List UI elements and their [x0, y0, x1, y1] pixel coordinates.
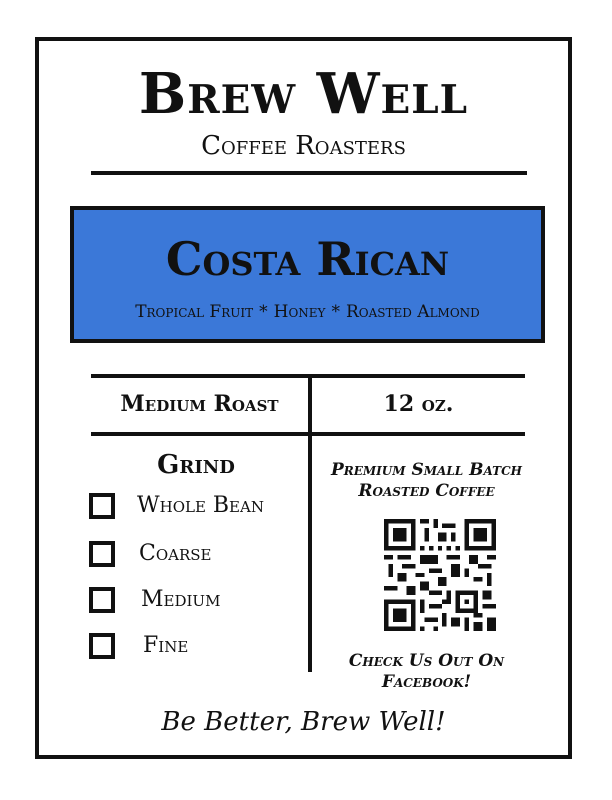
grind-option-label: Medium	[141, 587, 221, 612]
facebook-line: Facebook!	[381, 672, 472, 693]
grind-option-label: Fine	[143, 633, 189, 658]
header-divider	[91, 171, 527, 175]
promo-line: Roasted Coffee	[358, 481, 495, 502]
grind-title: Grind	[157, 450, 235, 480]
grid-vertical-divider	[308, 374, 312, 672]
tasting-note: Tropical Fruit	[135, 302, 254, 322]
note-separator: *	[259, 302, 268, 322]
checkbox[interactable]	[89, 587, 115, 613]
grind-option-coarse[interactable]	[89, 541, 299, 575]
grind-option-label: Coarse	[139, 541, 212, 566]
facebook-line: Check Us Out On	[348, 651, 505, 671]
coffee-banner	[70, 206, 545, 343]
note-separator: *	[331, 302, 340, 322]
checkbox[interactable]	[89, 633, 115, 659]
promo-line: Premium Small Batch	[331, 460, 522, 480]
roast-level: Medium Roast	[120, 391, 279, 417]
checkbox[interactable]	[89, 493, 115, 519]
checkbox[interactable]	[89, 541, 115, 567]
grind-option-label: Whole Bean	[137, 493, 264, 518]
tasting-note: Honey	[273, 302, 326, 322]
facebook-callout	[312, 651, 541, 694]
tagline: Be Better, Brew Well!	[161, 707, 446, 737]
coffee-name: Costa Rican	[165, 232, 450, 286]
grind-option-medium[interactable]	[89, 587, 299, 621]
bag-weight: 12 oz.	[383, 391, 454, 417]
brand-name: Brew Well	[138, 61, 469, 127]
label-frame	[35, 37, 572, 759]
grind-option-whole-bean[interactable]	[89, 493, 299, 527]
brand-subtitle: Coffee Roasters	[201, 131, 406, 161]
qr-code-icon[interactable]	[384, 519, 496, 631]
promo-text	[312, 460, 541, 503]
grind-option-fine[interactable]	[89, 633, 299, 667]
tasting-note: Roasted Almond	[345, 302, 480, 322]
tasting-notes	[74, 304, 541, 321]
